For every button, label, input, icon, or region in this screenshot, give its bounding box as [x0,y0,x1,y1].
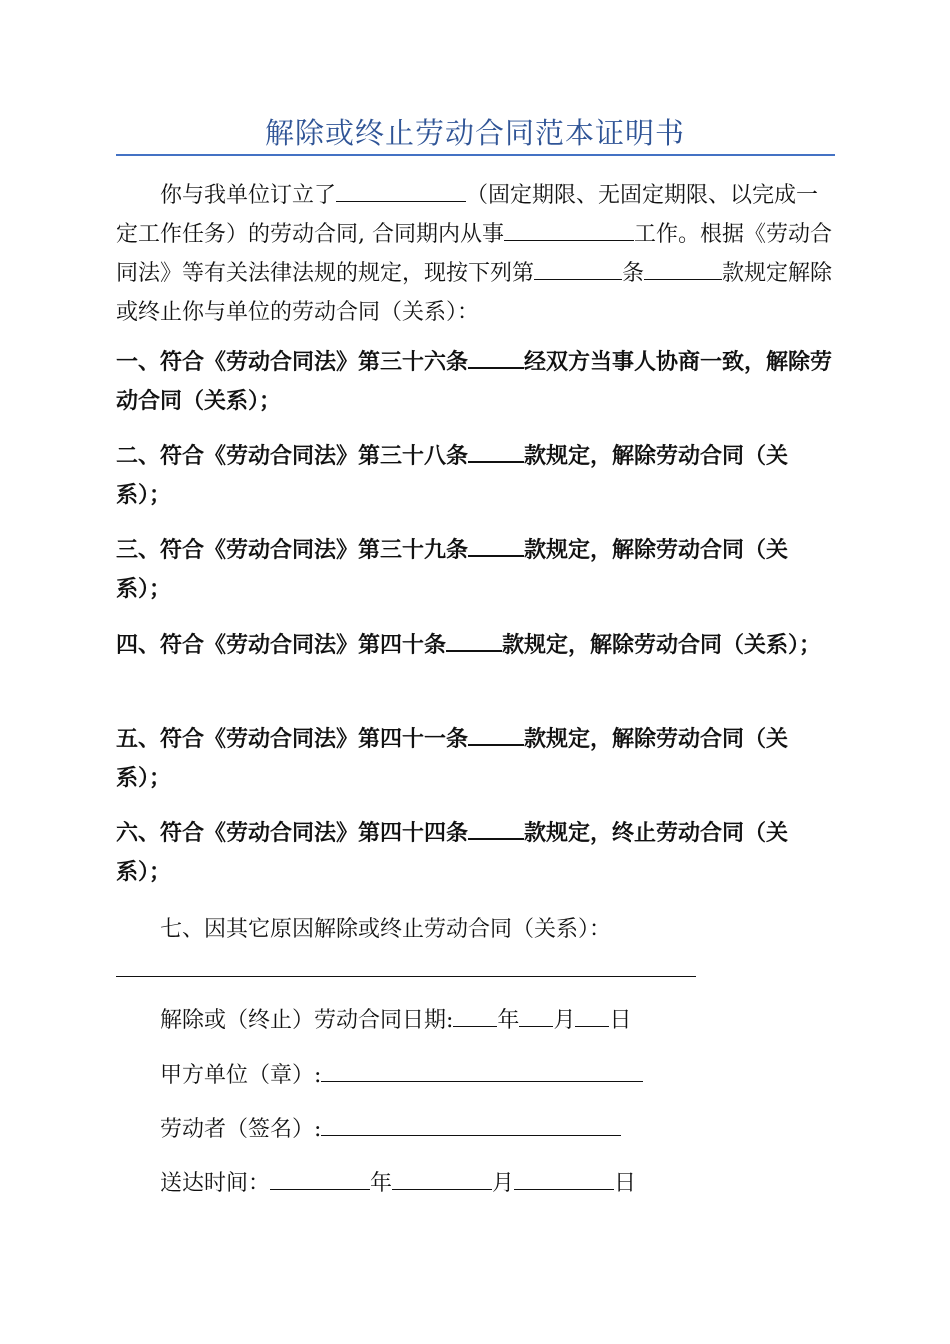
clause-item-suffix: 经双方当事人协商一致，解除劳动合同（关系）； [116,349,833,414]
clause-item-blank[interactable] [468,441,524,463]
clause-item-prefix: 四、符合《劳动合同法》第四十条 [116,632,447,658]
termination-month-blank[interactable] [519,1006,553,1027]
clause-blank[interactable] [644,259,722,280]
termination-day-blank[interactable] [575,1006,609,1027]
clause-item-prefix: 一、符合《劳动合同法》第三十六条 [116,349,469,375]
intro-text-3: 工作。根据《劳动合同法》等有关法律法规的规定，现按下列第 [116,222,833,286]
worker-signature-field [160,1114,621,1146]
article-blank[interactable] [534,259,622,280]
year-label: 年 [497,1008,520,1033]
contract-type-blank[interactable] [336,181,466,202]
clause-item-4 [116,626,835,665]
employer-seal-label: 甲方单位（章）: [160,1063,322,1088]
clause-item-prefix: 三、符合《劳动合同法》第三十九条 [116,537,469,563]
delivery-time-field [160,1168,636,1200]
document-title: 解除或终止劳动合同范本证明书 [264,116,685,150]
year-label: 年 [370,1171,393,1196]
month-label: 月 [492,1171,515,1196]
delivery-year-blank[interactable] [270,1169,370,1190]
clause-item-suffix: 款规定，解除劳动合同（关系）； [502,632,822,658]
termination-date-label: 解除或（终止）劳动合同日期: [160,1008,454,1033]
month-label: 月 [553,1008,576,1033]
employer-seal-blank[interactable] [321,1061,643,1082]
delivery-time-label: 送达时间： [160,1171,271,1196]
clause-item-prefix: 二、符合《劳动合同法》第三十八条 [116,443,469,469]
clause-item-blank[interactable] [468,347,524,369]
termination-date-field [160,1005,631,1037]
clause-item-blank[interactable] [446,630,502,652]
day-label: 日 [614,1171,637,1196]
worker-signature-label: 劳动者（签名）: [160,1117,322,1142]
clause-item-6 [116,814,835,892]
intro-text-5: 款规定解除或终止你与单位的劳动合同（关系）： [116,261,833,325]
clause-item-suffix: 款规定，解除劳动合同（关系）； [116,443,789,508]
clause-item-2 [116,437,835,515]
clause-item-blank[interactable] [468,724,524,746]
clause-item-suffix: 款规定，终止劳动合同（关系）； [116,820,789,885]
title-underline [116,154,835,156]
clause-item-3 [116,531,835,609]
delivery-month-blank[interactable] [392,1169,492,1190]
clause-item-5 [116,720,835,798]
job-blank[interactable] [504,220,634,241]
clause-item-blank[interactable] [468,535,524,557]
worker-signature-blank[interactable] [321,1115,621,1136]
clause-item-prefix: 五、符合《劳动合同法》第四十一条 [116,726,469,752]
intro-paragraph [116,176,835,332]
employer-seal-field [160,1060,643,1092]
delivery-day-blank[interactable] [514,1169,614,1190]
day-label: 日 [609,1008,632,1033]
intro-text-4: 条 [622,261,645,286]
clause-item-blank[interactable] [468,818,524,840]
other-reason-blank[interactable] [116,976,696,977]
intro-text-2: （固定期限、无固定期限、以完成一定工作任务）的劳动合同, 合同期内从事 [116,183,819,247]
intro-text-1: 你与我单位订立了 [160,183,337,208]
clause-item-prefix: 六、符合《劳动合同法》第四十四条 [116,820,469,846]
other-reason-line: 七、因其它原因解除或终止劳动合同（关系）： [160,917,612,942]
termination-year-blank[interactable] [453,1006,497,1027]
clause-item-suffix: 款规定，解除劳动合同（关系）； [116,726,789,791]
clause-item-1 [116,343,835,421]
clause-item-suffix: 款规定，解除劳动合同（关系）； [116,537,789,602]
